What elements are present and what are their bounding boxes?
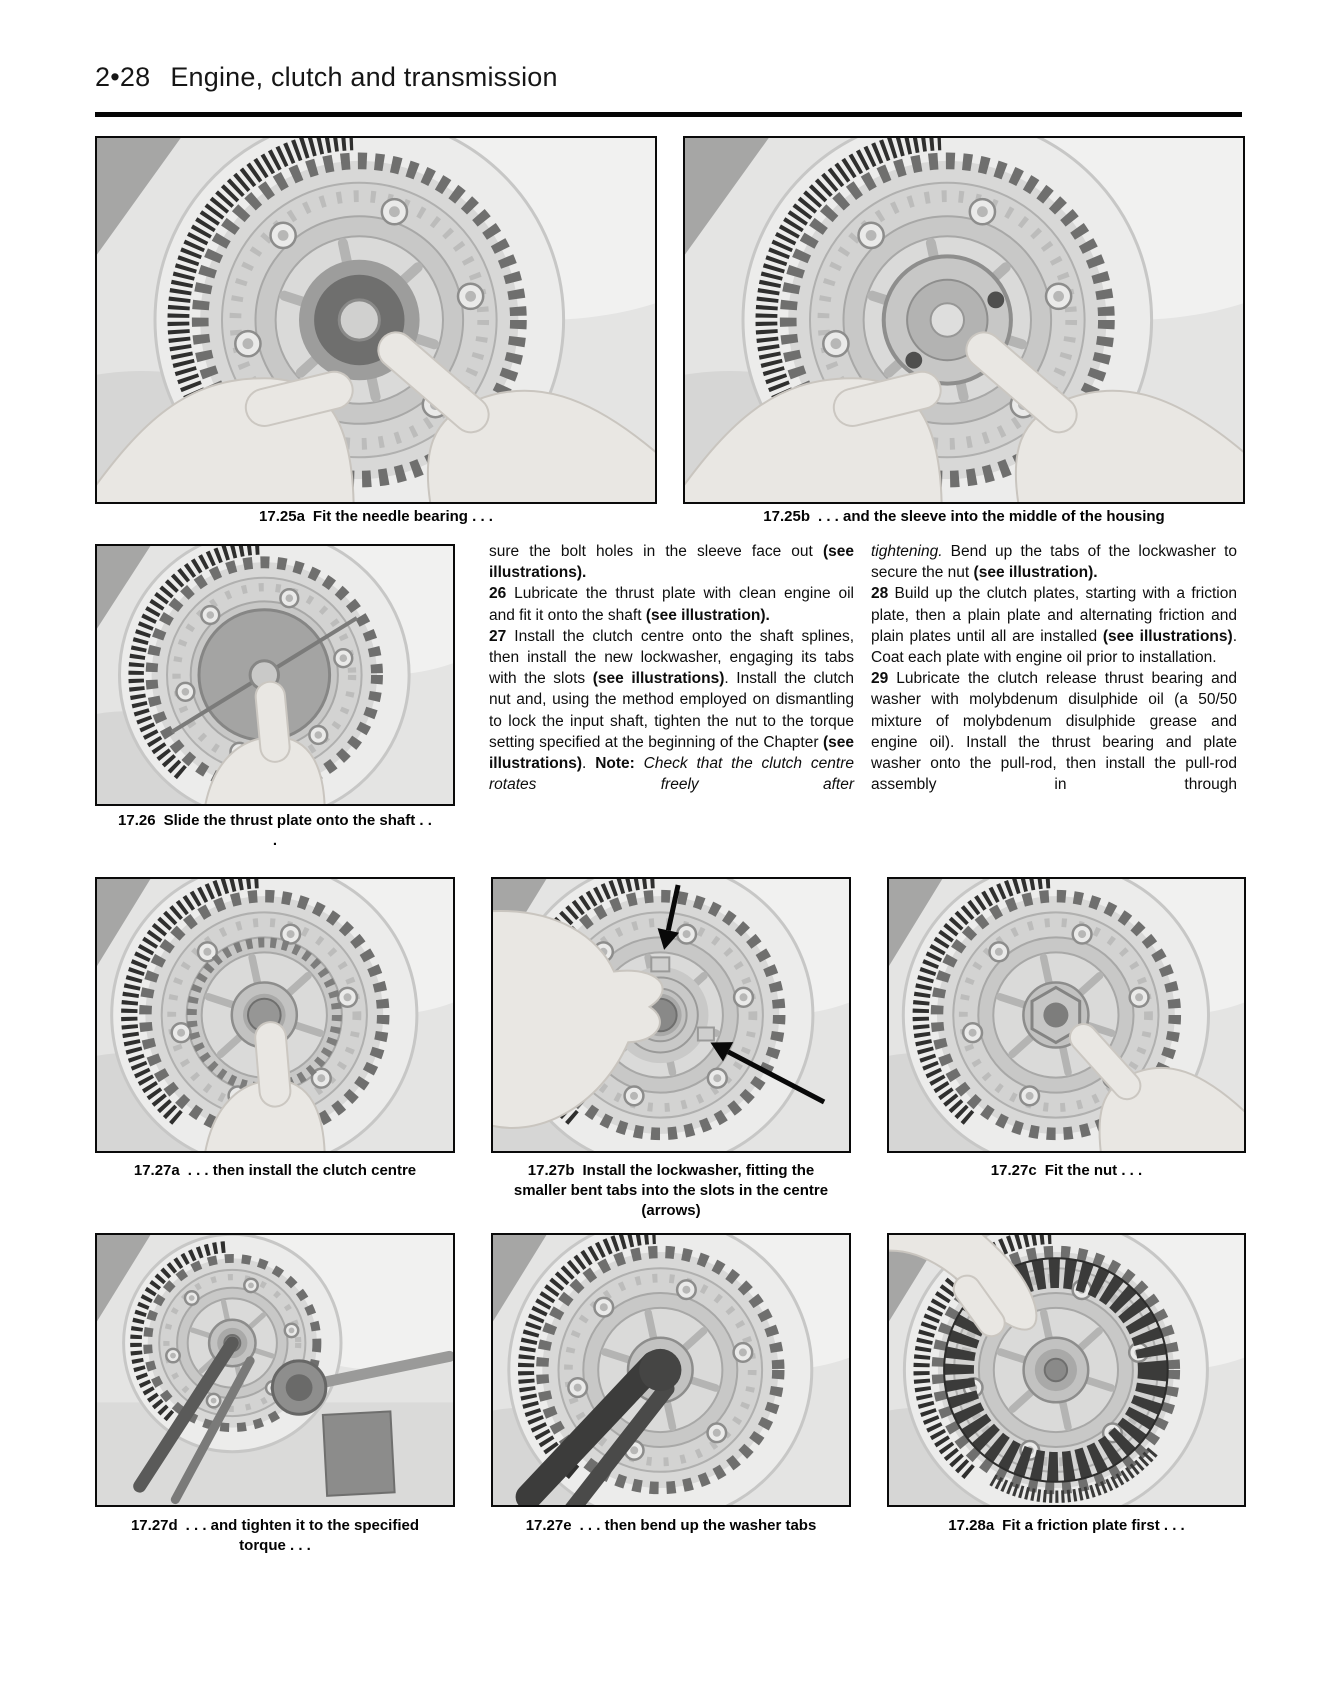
caption-17-25a [95,507,657,527]
figure-number: 17.27b [527,1162,575,1179]
photo-17-26-thrust-plate [95,544,455,806]
photo-17-27e-bend-washer-tabs [491,1233,851,1507]
figure-caption-text: Slide the thrust plate onto the shaft . . . [163,812,432,849]
body-paragraph: sure the bolt holes in the sleeve face out (see illustrations). [489,543,854,582]
figure-caption-text: . . . and tighten it to the specified torque . . . [185,1517,420,1554]
body-paragraph: 29 Lubricate the clutch release thrust bearing and washer with molybdenum disulphide oil (a 50/50 mixture of molybdenum disulphide grease and engine oil). Install the thrust bearing and plate washer onto the pull-rod, then install the pull-rod assembly in through [871,670,1237,794]
figure-caption-text: . . . then bend up the washer tabs [579,1517,817,1534]
photo-17-25b-sleeve-housing [683,136,1245,504]
photo-17-27c-nut [887,877,1246,1153]
figure-caption-text: Fit the needle bearing . . . [312,508,493,525]
page-number: 2•28 [95,62,151,92]
figure-number: 17.25a [259,508,305,525]
photo-17-25a-needle-bearing [95,136,657,504]
figure-number: 17.28a [948,1517,995,1534]
caption-17-26 [95,811,455,851]
caption-17-27a [95,1161,455,1181]
figure-caption-text: Fit the nut . . . [1044,1162,1143,1179]
figure-number: 17.27d [130,1517,178,1534]
figure-caption-text: Install the lockwasher, fitting the smaller bent tabs into the slots in the centre (arrows) [513,1162,829,1219]
photo-17-28a-friction-plate [887,1233,1246,1507]
figure-number: 17.26 [118,812,156,829]
body-paragraph: 27 Install the clutch centre onto the shaft splines, then install the new lockwasher, engaging its tabs with the slots (see illustrations). Install the clutch nut and, using the method employed on dismantling to lock the input shaft, tighten the nut to the torque setting specified at the beginning of the Chapter (see illustrations). Note: Check that the clutch centre rotates freely after [489,627,854,794]
figure-number: 17.27e [525,1517,572,1534]
photo-17-27d-torque-wrench [95,1233,455,1507]
body-paragraph: 26 Lubricate the thrust plate with clean engine oil and fit it onto the shaft (see illustration). [489,585,854,624]
body-paragraph: tightening. Bend up the tabs of the lockwasher to secure the nut (see illustration). [871,543,1237,582]
figure-caption-text: . . . then install the clutch centre [187,1162,417,1179]
caption-17-28a [887,1516,1246,1536]
caption-17-25b [683,507,1245,527]
photo-17-27a-clutch-centre [95,877,455,1153]
figure-caption-text: . . . and the sleeve into the middle of the housing [818,508,1165,525]
body-paragraph: 28 Build up the clutch plates, starting with a friction plate, then a plain plate and alternating friction and plain plates until all are installed (see illustrations). Coat each plate with engine oil prior to installation. [871,585,1237,667]
caption-17-27c [887,1161,1246,1181]
figure-number: 17.27c [990,1162,1037,1179]
caption-17-27b [491,1161,851,1221]
caption-17-27d [95,1516,455,1556]
page-header [95,62,558,92]
caption-17-27e [491,1516,851,1536]
figure-number: 17.27a [133,1162,180,1179]
header-rule [95,112,1242,117]
photo-17-27b-lockwasher [491,877,851,1153]
page-title: Engine, clutch and transmission [170,62,558,92]
body-text-column-2 [871,541,1237,795]
figure-caption-text: Fit a friction plate first . . . [1002,1517,1185,1534]
figure-number: 17.25b [763,508,810,525]
body-text-column-1 [489,541,854,795]
